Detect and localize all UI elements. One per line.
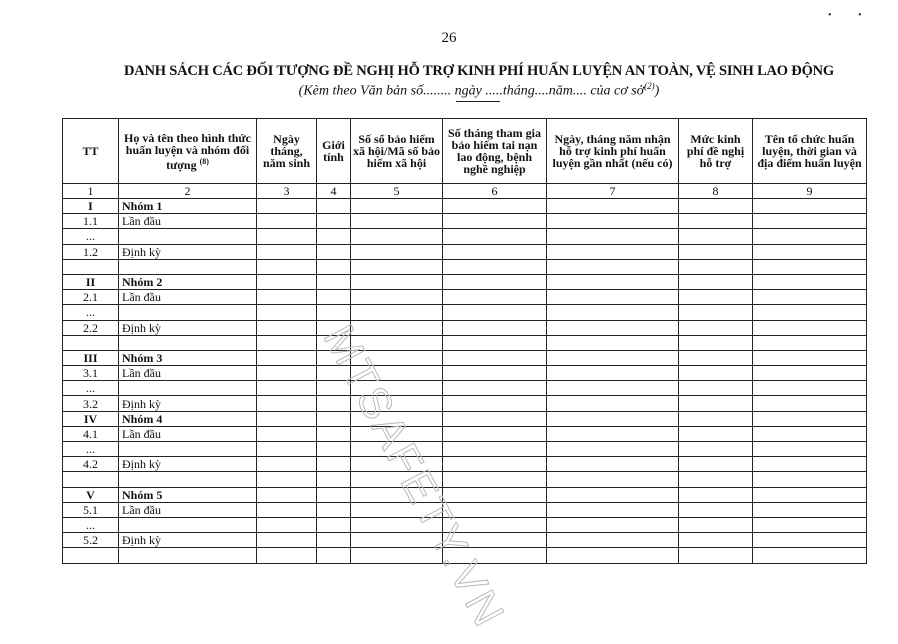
empty-cell [351, 442, 443, 457]
empty-cell [351, 457, 443, 472]
column-header-2 [119, 119, 257, 184]
row-number-cell: ... [63, 442, 119, 457]
column-header-label: Giới tính [322, 138, 345, 164]
empty-cell [317, 502, 351, 517]
empty-cell [753, 259, 867, 274]
empty-cell [753, 335, 867, 350]
row-number-cell [63, 259, 119, 274]
row-number-cell: ... [63, 305, 119, 320]
empty-cell [257, 259, 317, 274]
empty-cell [317, 229, 351, 244]
empty-cell [351, 548, 443, 563]
empty-cell [753, 502, 867, 517]
empty-cell [547, 259, 679, 274]
column-header-9 [753, 119, 867, 184]
empty-cell [257, 396, 317, 411]
column-header-label: Mức kinh phí đề nghị hỗ trợ [686, 132, 745, 170]
empty-cell [679, 381, 753, 396]
column-header-label: Số tháng tham gia bảo hiểm tai nạn lao động, bệnh nghề nghiệp [447, 126, 542, 176]
empty-cell [257, 199, 317, 214]
group-row [63, 199, 867, 214]
empty-cell [547, 442, 679, 457]
empty-cell [547, 290, 679, 305]
empty-cell [351, 214, 443, 229]
empty-cell [753, 274, 867, 289]
empty-cell [257, 381, 317, 396]
empty-cell [443, 350, 547, 365]
row-name-cell: Định kỳ [119, 396, 257, 411]
row-name-cell: Lần đầu [119, 426, 257, 441]
column-header-label: Tên tổ chức huấn luyện, thời gian và địa điểm huấn luyện [757, 132, 862, 170]
table-row [63, 502, 867, 517]
empty-cell [257, 244, 317, 259]
empty-cell [443, 274, 547, 289]
row-number-cell: 3.2 [63, 396, 119, 411]
row-name-cell [119, 335, 257, 350]
table-body [63, 199, 867, 564]
empty-cell [547, 502, 679, 517]
empty-cell [753, 533, 867, 548]
group-row [63, 274, 867, 289]
empty-cell [547, 305, 679, 320]
empty-cell [443, 548, 547, 563]
empty-cell [351, 335, 443, 350]
row-number-cell: 1.2 [63, 244, 119, 259]
empty-cell [317, 305, 351, 320]
row-number-cell: 5.2 [63, 533, 119, 548]
empty-cell [317, 259, 351, 274]
table-row [63, 517, 867, 532]
empty-cell [753, 366, 867, 381]
row-number-cell: IV [63, 411, 119, 426]
column-header-label: Ngày, tháng năm nhận hỗ trợ kinh phí huấn luyện gần nhất (nếu có) [552, 132, 673, 170]
empty-cell [547, 426, 679, 441]
row-name-cell: Định kỳ [119, 320, 257, 335]
column-number-cell: 9 [753, 184, 867, 199]
column-header-4 [317, 119, 351, 184]
empty-cell [443, 290, 547, 305]
empty-cell [547, 548, 679, 563]
empty-cell [443, 335, 547, 350]
empty-cell [679, 259, 753, 274]
document-subtitle [60, 81, 898, 100]
table-row [63, 320, 867, 335]
empty-cell [753, 457, 867, 472]
column-header-3 [257, 119, 317, 184]
empty-cell [317, 396, 351, 411]
empty-cell [443, 472, 547, 487]
column-number-cell: 4 [317, 184, 351, 199]
scan-speck: • [828, 10, 832, 21]
empty-cell [351, 320, 443, 335]
empty-cell [257, 335, 317, 350]
table-row [63, 548, 867, 563]
empty-cell [351, 350, 443, 365]
row-name-cell [119, 517, 257, 532]
empty-cell [679, 244, 753, 259]
scan-speck: • [858, 10, 862, 21]
empty-cell [351, 244, 443, 259]
empty-cell [547, 214, 679, 229]
empty-cell [753, 442, 867, 457]
empty-cell [257, 442, 317, 457]
empty-cell [753, 290, 867, 305]
beneficiary-table [62, 118, 867, 564]
table-row [63, 426, 867, 441]
empty-cell [753, 381, 867, 396]
empty-cell [443, 305, 547, 320]
empty-cell [257, 366, 317, 381]
empty-cell [753, 350, 867, 365]
column-number-cell: 2 [119, 184, 257, 199]
empty-cell [679, 274, 753, 289]
column-number-cell: 8 [679, 184, 753, 199]
empty-cell [317, 350, 351, 365]
empty-cell [317, 533, 351, 548]
empty-cell [753, 214, 867, 229]
empty-cell [547, 517, 679, 532]
empty-cell [351, 229, 443, 244]
empty-cell [257, 214, 317, 229]
column-header-label: Số sổ bảo hiểm xã hội/Mã số bảo hiểm xã hội [353, 132, 441, 170]
empty-cell [257, 426, 317, 441]
empty-cell [351, 366, 443, 381]
empty-cell [257, 350, 317, 365]
table-row [63, 533, 867, 548]
row-name-cell: Nhóm 4 [119, 411, 257, 426]
table-row [63, 442, 867, 457]
empty-cell [443, 320, 547, 335]
empty-cell [351, 290, 443, 305]
row-name-cell: Định kỳ [119, 533, 257, 548]
empty-cell [351, 259, 443, 274]
table-row [63, 472, 867, 487]
column-header-1 [63, 119, 119, 184]
empty-cell [679, 366, 753, 381]
empty-cell [257, 320, 317, 335]
empty-cell [679, 396, 753, 411]
title-underline [456, 101, 500, 102]
row-name-cell: Nhóm 5 [119, 487, 257, 502]
empty-cell [317, 244, 351, 259]
row-name-cell: Nhóm 3 [119, 350, 257, 365]
empty-cell [257, 548, 317, 563]
empty-cell [317, 381, 351, 396]
empty-cell [679, 487, 753, 502]
row-name-cell [119, 259, 257, 274]
table-row [63, 259, 867, 274]
empty-cell [547, 229, 679, 244]
empty-cell [547, 199, 679, 214]
empty-cell [679, 305, 753, 320]
empty-cell [257, 411, 317, 426]
empty-cell [351, 396, 443, 411]
row-number-cell: 5.1 [63, 502, 119, 517]
column-header-footnote: (8) [199, 156, 209, 166]
empty-cell [547, 472, 679, 487]
column-header-5 [351, 119, 443, 184]
table-row [63, 244, 867, 259]
row-number-cell: I [63, 199, 119, 214]
empty-cell [317, 411, 351, 426]
empty-cell [443, 229, 547, 244]
row-number-cell: 4.2 [63, 457, 119, 472]
empty-cell [317, 472, 351, 487]
empty-cell [257, 472, 317, 487]
empty-cell [351, 533, 443, 548]
empty-cell [679, 214, 753, 229]
group-row [63, 350, 867, 365]
empty-cell [547, 320, 679, 335]
group-row [63, 487, 867, 502]
empty-cell [351, 305, 443, 320]
empty-cell [351, 274, 443, 289]
table-row [63, 381, 867, 396]
empty-cell [679, 290, 753, 305]
empty-cell [443, 502, 547, 517]
row-number-cell: 3.1 [63, 366, 119, 381]
row-name-cell: Định kỳ [119, 457, 257, 472]
row-number-cell [63, 335, 119, 350]
empty-cell [547, 244, 679, 259]
row-number-cell: III [63, 350, 119, 365]
empty-cell [443, 411, 547, 426]
empty-cell [679, 548, 753, 563]
empty-cell [753, 305, 867, 320]
empty-cell [679, 199, 753, 214]
header-row [63, 119, 867, 184]
empty-cell [547, 533, 679, 548]
empty-cell [547, 411, 679, 426]
empty-cell [257, 290, 317, 305]
empty-cell [443, 396, 547, 411]
empty-cell [679, 229, 753, 244]
column-number-cell: 3 [257, 184, 317, 199]
row-name-cell [119, 548, 257, 563]
table-row [63, 396, 867, 411]
empty-cell [351, 502, 443, 517]
table-row [63, 290, 867, 305]
empty-cell [257, 517, 317, 532]
empty-cell [317, 442, 351, 457]
column-header-label: TT [82, 144, 99, 158]
empty-cell [443, 244, 547, 259]
column-header-label: Họ và tên theo hình thức huấn luyện và nhóm đối tượng [124, 130, 251, 172]
row-name-cell: Định kỳ [119, 244, 257, 259]
empty-cell [317, 274, 351, 289]
empty-cell [443, 487, 547, 502]
empty-cell [753, 320, 867, 335]
empty-cell [753, 229, 867, 244]
empty-cell [317, 366, 351, 381]
empty-cell [257, 229, 317, 244]
row-number-cell [63, 472, 119, 487]
column-number-cell: 6 [443, 184, 547, 199]
empty-cell [317, 457, 351, 472]
table-row [63, 366, 867, 381]
empty-cell [351, 381, 443, 396]
empty-cell [679, 533, 753, 548]
empty-cell [317, 199, 351, 214]
table-row [63, 335, 867, 350]
empty-cell [257, 487, 317, 502]
column-header-6 [443, 119, 547, 184]
empty-cell [317, 290, 351, 305]
empty-cell [753, 487, 867, 502]
empty-cell [257, 457, 317, 472]
column-header-label: Ngày tháng, năm sinh [262, 132, 311, 170]
row-name-cell: Lần đầu [119, 502, 257, 517]
empty-cell [351, 517, 443, 532]
empty-cell [753, 411, 867, 426]
empty-cell [443, 442, 547, 457]
empty-cell [547, 335, 679, 350]
empty-cell [679, 411, 753, 426]
row-name-cell [119, 442, 257, 457]
empty-cell [753, 517, 867, 532]
column-number-row [63, 184, 867, 199]
empty-cell [443, 517, 547, 532]
empty-cell [351, 487, 443, 502]
group-row [63, 411, 867, 426]
empty-cell [257, 533, 317, 548]
empty-cell [443, 199, 547, 214]
empty-cell [753, 244, 867, 259]
empty-cell [257, 305, 317, 320]
empty-cell [753, 396, 867, 411]
empty-cell [317, 548, 351, 563]
subtitle-close: ) [654, 83, 660, 99]
empty-cell [443, 381, 547, 396]
watermark: MTSAFETY.VN [313, 317, 515, 637]
empty-cell [679, 350, 753, 365]
empty-cell [753, 472, 867, 487]
row-number-cell: 1.1 [63, 214, 119, 229]
row-name-cell: Nhóm 2 [119, 274, 257, 289]
column-number-cell: 1 [63, 184, 119, 199]
row-number-cell: 4.1 [63, 426, 119, 441]
empty-cell [257, 502, 317, 517]
row-number-cell: ... [63, 381, 119, 396]
empty-cell [547, 274, 679, 289]
subtitle-footnote: (2) [644, 81, 655, 91]
empty-cell [753, 548, 867, 563]
row-number-cell: ... [63, 229, 119, 244]
empty-cell [679, 457, 753, 472]
empty-cell [317, 517, 351, 532]
empty-cell [547, 366, 679, 381]
row-number-cell: 2.2 [63, 320, 119, 335]
table-row [63, 305, 867, 320]
empty-cell [547, 457, 679, 472]
row-name-cell [119, 229, 257, 244]
empty-cell [753, 426, 867, 441]
column-number-cell: 7 [547, 184, 679, 199]
table-row [63, 229, 867, 244]
row-name-cell [119, 381, 257, 396]
empty-cell [351, 426, 443, 441]
column-header-8 [679, 119, 753, 184]
empty-cell [547, 396, 679, 411]
empty-cell [547, 381, 679, 396]
empty-cell [443, 366, 547, 381]
empty-cell [547, 350, 679, 365]
table-row [63, 457, 867, 472]
empty-cell [351, 472, 443, 487]
empty-cell [257, 274, 317, 289]
empty-cell [351, 411, 443, 426]
row-name-cell [119, 305, 257, 320]
empty-cell [679, 472, 753, 487]
empty-cell [317, 335, 351, 350]
row-number-cell: II [63, 274, 119, 289]
empty-cell [351, 199, 443, 214]
row-number-cell [63, 548, 119, 563]
empty-cell [679, 442, 753, 457]
empty-cell [679, 517, 753, 532]
empty-cell [547, 487, 679, 502]
row-name-cell [119, 472, 257, 487]
empty-cell [753, 199, 867, 214]
empty-cell [443, 533, 547, 548]
column-number-cell: 5 [351, 184, 443, 199]
row-name-cell: Lần đầu [119, 214, 257, 229]
empty-cell [679, 426, 753, 441]
row-number-cell: V [63, 487, 119, 502]
empty-cell [443, 457, 547, 472]
empty-cell [443, 214, 547, 229]
empty-cell [317, 320, 351, 335]
empty-cell [317, 487, 351, 502]
empty-cell [317, 214, 351, 229]
document-title: DANH SÁCH CÁC ĐỐI TƯỢNG ĐỀ NGHỊ HỖ TRỢ KINH PHÍ HUẤN LUYỆN AN TOÀN, VỆ SINH LAO ĐỘNG [123, 63, 835, 79]
empty-cell [679, 502, 753, 517]
empty-cell [317, 426, 351, 441]
empty-cell [443, 426, 547, 441]
row-name-cell: Lần đầu [119, 290, 257, 305]
subtitle-text: (Kèm theo Văn bản số........ ngày .....tháng....năm.... của cơ sở [298, 83, 645, 99]
row-number-cell: 2.1 [63, 290, 119, 305]
column-header-7 [547, 119, 679, 184]
row-number-cell: ... [63, 517, 119, 532]
empty-cell [679, 335, 753, 350]
row-name-cell: Lần đầu [119, 366, 257, 381]
empty-cell [679, 320, 753, 335]
empty-cell [443, 259, 547, 274]
row-name-cell: Nhóm 1 [119, 199, 257, 214]
page-number: 26 [441, 30, 457, 46]
table-row [63, 214, 867, 229]
